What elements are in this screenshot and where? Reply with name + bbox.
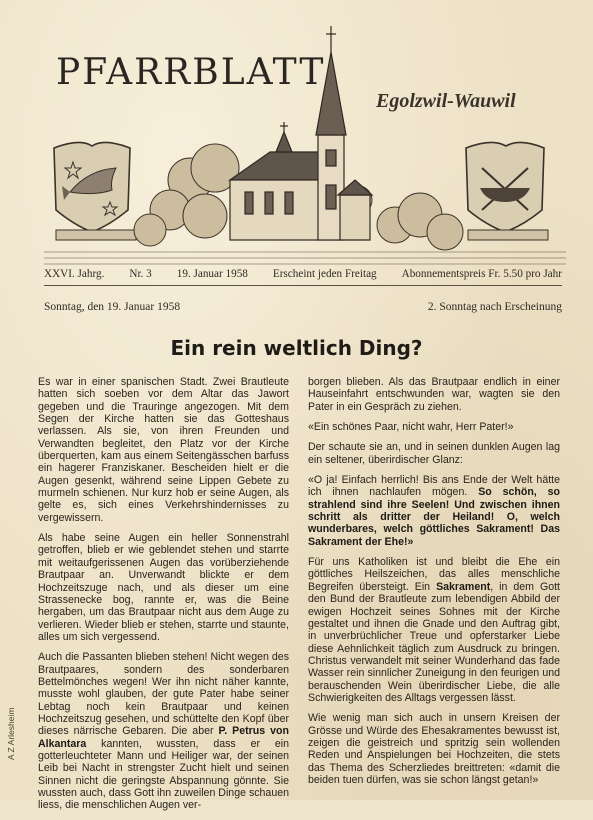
- paragraph: Als habe seine Augen ein heller Sonnenstrahl getroffen, blieb er wie geblendet stehen und starrte mit weitaufgerissenen Augen das vorüberziehende Brautpaar an. Unverwandt blickte er dem Hochzeitszuge nach, und als dieser um eine Strassenecke bog, rannte er, was die Beine hergaben, um das Brautpaar nicht aus dem Auge zu verlieren. Wieder blieb er stehen, starrte und staunte, alles um sich vergessend.: [38, 532, 289, 643]
- parish-name: Egolzwil-Wauwil: [376, 90, 516, 112]
- article-headline: Ein rein weltlich Ding?: [170, 336, 423, 360]
- sunday-date: Sonntag, den 19. Januar 1958: [44, 301, 181, 313]
- issue-date: 19. Januar 1958: [176, 268, 248, 280]
- paragraph: borgen blieben. Als das Brautpaar endlich in einer Hauseinfahrt entschwunden war, wagten sie den Pater in ein Gespräch zu ziehen.: [308, 376, 560, 413]
- saint-name: P. Petrus von Alkantara: [38, 725, 289, 750]
- emphasis: So schön, so strahlend sind ihre Seelen! Und zwischen ihnen schritt als dritter der Heiland! O, welch wunderbares, welch göttliches Sakrament! Das Sakrament der Ehe!»: [308, 486, 560, 548]
- subscription-price: Abonnementspreis Fr. 5.50 pro Jahr: [401, 268, 562, 280]
- text-run: Auch die Passanten blieben stehen! Nicht wegen des Brautpaares, sondern des sonderbaren Bettelmönches wegen! Wer ihn nicht näher kannte, musste wohl glauben, der gute Pater habe seiner Lebtag noch kein Brautpaar und keinen Hochzeitszug gesehen, und schüttelte den Kopf über dieses närrische Gebaren. Die aber: [38, 651, 289, 738]
- liturgical-day: 2. Sonntag nach Erscheinung: [427, 301, 562, 313]
- paragraph: Wie wenig man sich auch in unsern Kreisen der Grösse und Würde des Ehesakramentes bewusst ist, zeigen die geistreich und spritzig sein wollenden Reden und Anspielungen bei Hochzeiten, die stets das Thema des Scherzliedes breittreten: «damit die beiden tuen dürfen, was sie schon längst getan!»: [308, 712, 560, 786]
- emphasis: Sakrament: [436, 580, 491, 593]
- masthead-title: PFARRBLATT: [56, 52, 326, 93]
- divider: [44, 285, 562, 286]
- paragraph: Der schaute sie an, und in seinen dunklen Augen lag ein seltener, überirdischer Glanz:: [308, 441, 560, 466]
- text-run: «O ja! Einfach herrlich! Bis ans Ende der Welt hätte ich ihnen nachlaufen mögen.: [308, 474, 560, 499]
- article-column-right: [308, 376, 560, 794]
- issue-number: Nr. 3: [129, 268, 152, 280]
- paragraph: [38, 651, 289, 811]
- paragraph: «Ein schönes Paar, nicht wahr, Herr Pater!»: [308, 421, 514, 434]
- text-run: , in dem Gott den Bund der Brautleute zum lebendigen Abbild der ewigen Hochzeit seines Sohnes mit der Kirche gestaltet und ihnen die Gnade und den Auftrag gibt, in unverbrüchlicher Treue und opferstarker Liebe diese Aehnlichkeit täglich zum Ausdruck zu bringen. Christus verwandelt mit seiner Wunderhand das fade Wasser rein sinnlicher Zuneigung in den feurigen und berauschenden Wein überirdischer Liebe, die alle Schwierigkeiten des Alltags vergessen lässt.: [308, 580, 560, 704]
- left-coat-of-arms: [54, 142, 136, 240]
- date-line: [44, 301, 562, 313]
- volume: XXVI. Jahrg.: [44, 268, 105, 280]
- paragraph: [308, 474, 560, 548]
- text-run: Für uns Katholiken ist und bleibt die Ehe ein göttliches Heilszeichen, das alles menschliche Begreifen übersteigt. Ein: [308, 556, 560, 593]
- right-coat-of-arms: [466, 142, 548, 240]
- paragraph: Es war in einer spanischen Stadt. Zwei Brautleute hatten sich soeben vor dem Altar das Jawort gegeben und die Trauringe angezogen. Mit dem Segen der Kirche hatten sie das Gotteshaus verlassen. Als sie, von ihren Freunden und Verwandten begleitet, den Platz vor der Kirche überquerten, kam aus einem Seitengässchen barfuss ein hagerer Franziskaner. Bescheiden hielt er die Augen gesenkt, während seine Lippen Gebete zu murmeln schienen. Nur kurz hob er seine Augen, als gelte es, sich eines Verkehrshindernisses zu vergewissern.: [38, 376, 289, 524]
- postal-stamp-text: A Z Arlesheim: [6, 707, 16, 760]
- publication-frequency: Erscheint jeden Freitag: [272, 268, 377, 280]
- ground: [44, 252, 566, 264]
- issue-info-bar: [44, 268, 562, 280]
- text-run: kannten, wussten, dass er ein gotterleuchteter Mann und Heiliger war, der seinen Leib bei Nacht in strengster Zucht hielt und seinen Sinnen nicht die geringste Abspannung gönnte. Sie wussten auch, dass Gott ihn zuweilen Dinge schauen liess, die menschlichen Augen ver-: [38, 737, 290, 812]
- article-column-left: [38, 376, 289, 820]
- paragraph: [308, 556, 560, 704]
